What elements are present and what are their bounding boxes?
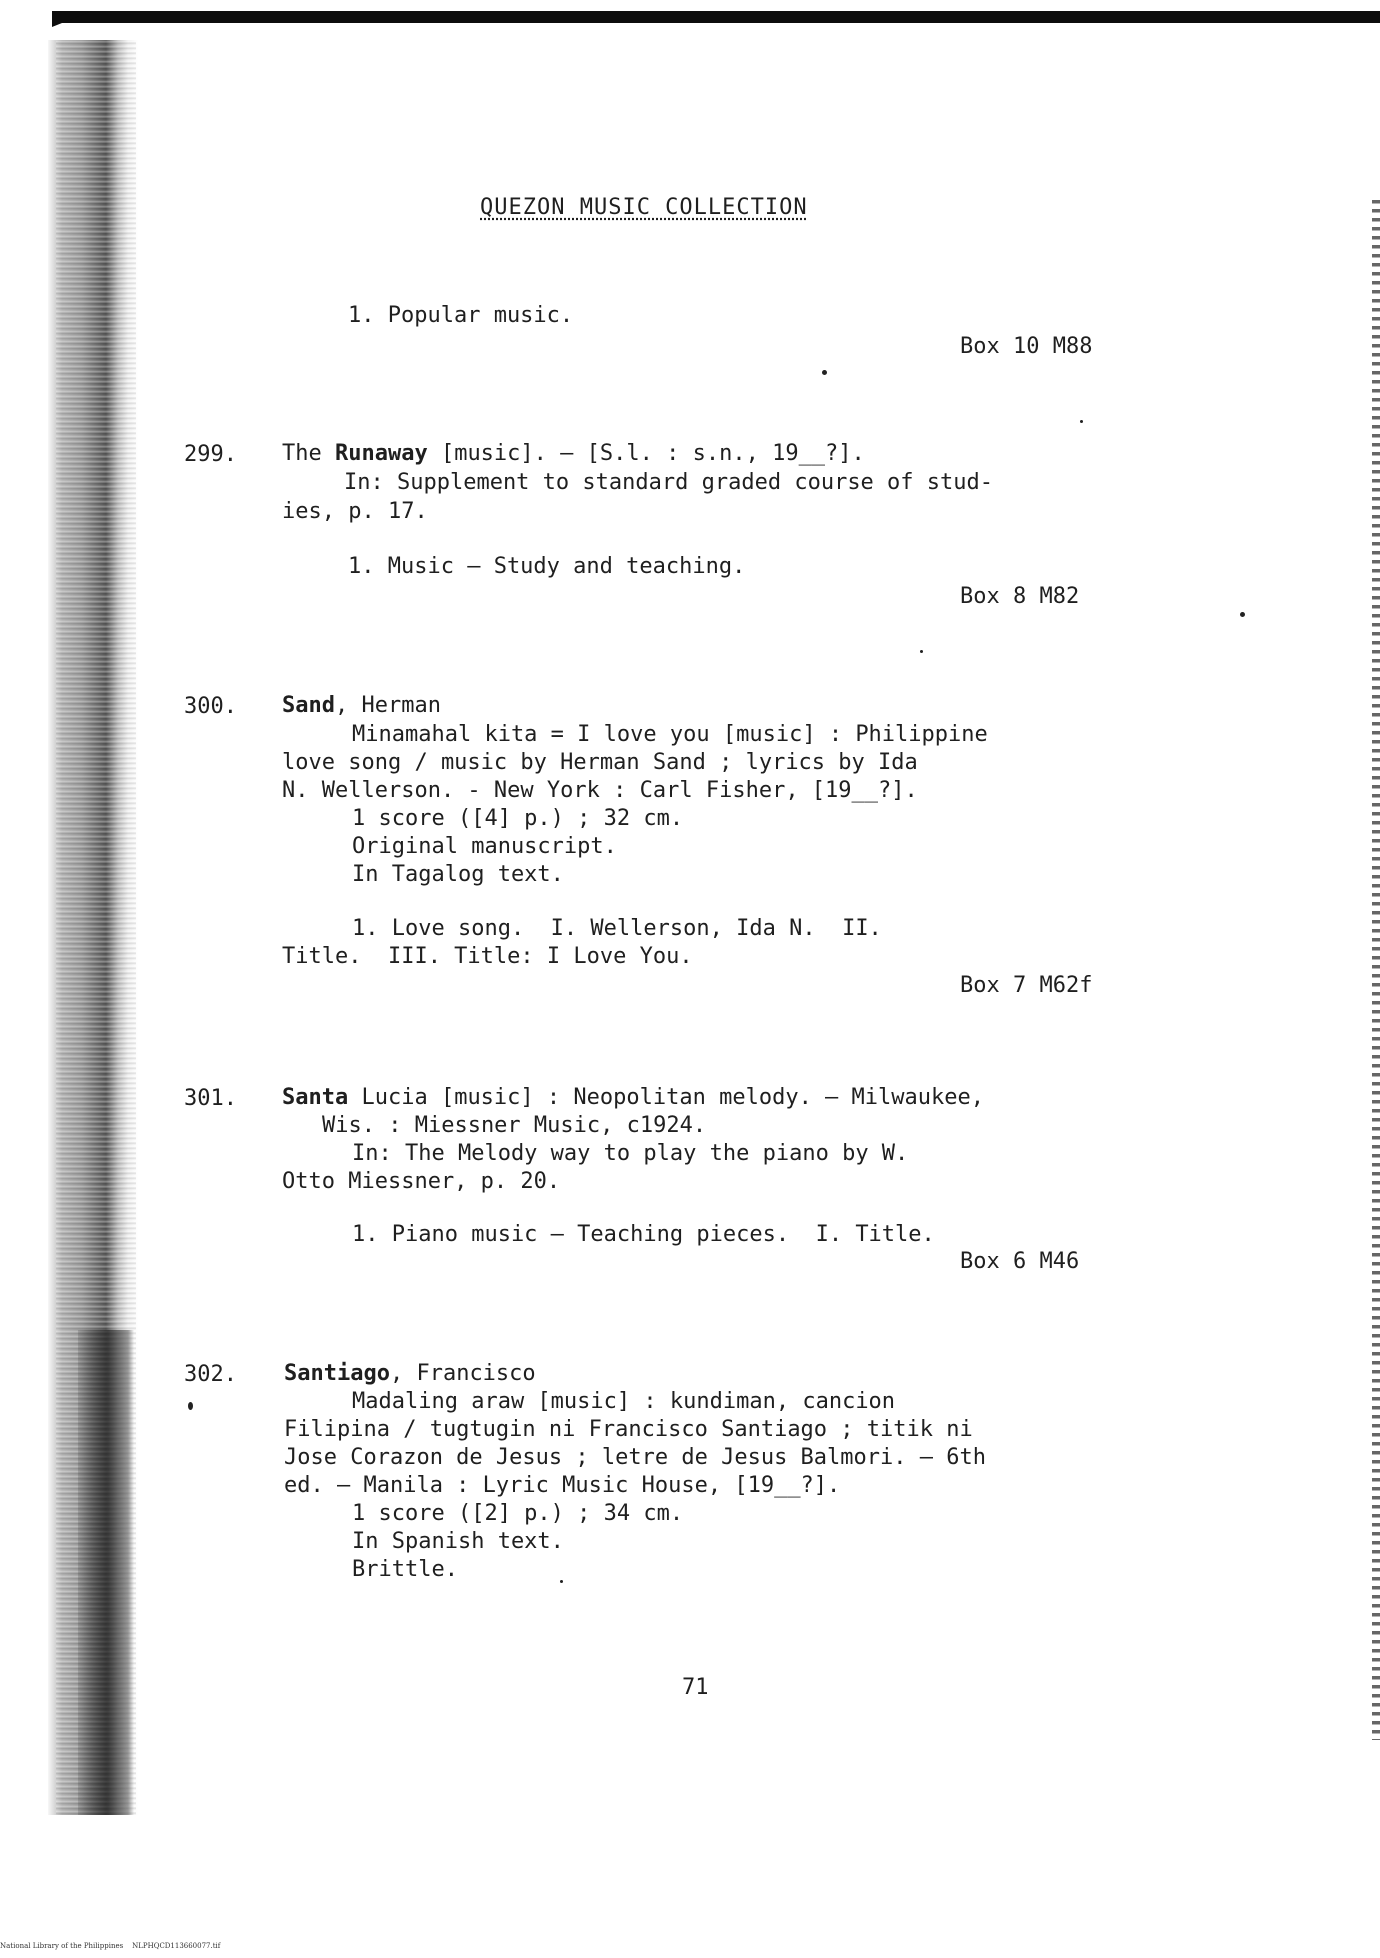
scan-footer: National Library of the Philippines NLPHQCD113660077.tif — [0, 1942, 221, 1950]
heading-main-entry: Sand — [282, 693, 335, 718]
heading-rest: , Francisco — [389, 1361, 536, 1386]
entry-number: 301. — [184, 1086, 237, 1111]
entry-number: 302. — [184, 1362, 237, 1387]
entry-imprint: N. Wellerson. - New York : Carl Fisher, [19__?]. — [282, 778, 918, 803]
entry-title-line: Minamahal kita = I love you [music] : Philippine — [352, 722, 988, 747]
box-location: Box 7 M62f — [960, 973, 1093, 998]
heading-main-entry: Santiago — [284, 1361, 390, 1386]
entry-heading — [282, 692, 441, 720]
heading-rest: Lucia [music] : Neopolitan melody. — Milwaukee, — [348, 1085, 984, 1110]
scan-top-border — [52, 11, 1380, 23]
entry-note: Otto Miessner, p. 20. — [282, 1169, 561, 1194]
heading-prefix: The — [282, 441, 335, 466]
page-number: 71 — [682, 1675, 709, 1700]
heading-main-entry: Runaway — [334, 441, 428, 466]
entry-title-line: Madaling araw [music] : kundiman, cancion — [352, 1389, 896, 1414]
ink-speck — [1080, 420, 1083, 423]
subject-heading: 1. Piano music — Teaching pieces. I. Title. — [352, 1222, 935, 1247]
entry-number: 300. — [184, 694, 237, 719]
entry-title-line: Filipina / tugtugin ni Francisco Santiago ; titik ni — [284, 1417, 973, 1442]
page-title: QUEZON MUSIC COLLECTION — [480, 195, 808, 220]
entry-physical-description: 1 score ([2] p.) ; 34 cm. — [352, 1501, 684, 1526]
entry-title-line: love song / music by Herman Sand ; lyrics by Ida — [282, 750, 918, 775]
subject-heading: 1. Popular music. — [348, 303, 574, 328]
entry-number: 299. — [184, 442, 237, 467]
entry-heading — [284, 1360, 536, 1388]
entry-physical-description: 1 score ([4] p.) ; 32 cm. — [352, 806, 684, 831]
subject-heading: 1. Love song. I. Wellerson, Ida N. II. — [352, 916, 882, 941]
entry-note: Original manuscript. — [352, 834, 617, 859]
entry-note: In: Supplement to standard graded course of stud- — [344, 470, 994, 495]
scan-right-edge — [1372, 200, 1380, 1740]
scan-binding-dark-lower — [78, 1330, 134, 1815]
entry-heading — [282, 1084, 984, 1112]
ink-speck — [822, 370, 827, 375]
heading-main-entry: Santa — [282, 1085, 349, 1110]
box-location: Box 6 M46 — [960, 1249, 1080, 1274]
subject-heading: Title. III. Title: I Love You. — [282, 944, 693, 969]
box-location: Box 8 M82 — [960, 584, 1080, 609]
entry-imprint: ed. — Manila : Lyric Music House, [19__?]. — [284, 1473, 841, 1498]
entry-note: ies, p. 17. — [282, 499, 428, 524]
entry-note: In Tagalog text. — [352, 862, 564, 887]
ink-speck — [188, 1402, 193, 1410]
entry-note: Brittle. — [352, 1557, 458, 1582]
heading-rest: , Herman — [334, 693, 441, 718]
scan-top-corner — [52, 11, 92, 27]
entry-note: In: The Melody way to play the piano by W. — [352, 1141, 909, 1166]
box-location: Box 10 M88 — [960, 334, 1093, 359]
subject-heading: 1. Music — Study and teaching. — [348, 554, 746, 579]
ink-speck — [1240, 612, 1245, 617]
entry-note: In Spanish text. — [352, 1529, 564, 1554]
entry-title-line: Jose Corazon de Jesus ; letre de Jesus Balmori. — 6th — [284, 1445, 986, 1470]
ink-speck — [920, 650, 923, 653]
entry-heading — [282, 440, 865, 468]
ink-speck — [560, 1580, 563, 1583]
entry-imprint: Wis. : Miessner Music, c1924. — [322, 1113, 707, 1138]
heading-rest: [music]. — [S.l. : s.n., 19__?]. — [427, 441, 865, 466]
